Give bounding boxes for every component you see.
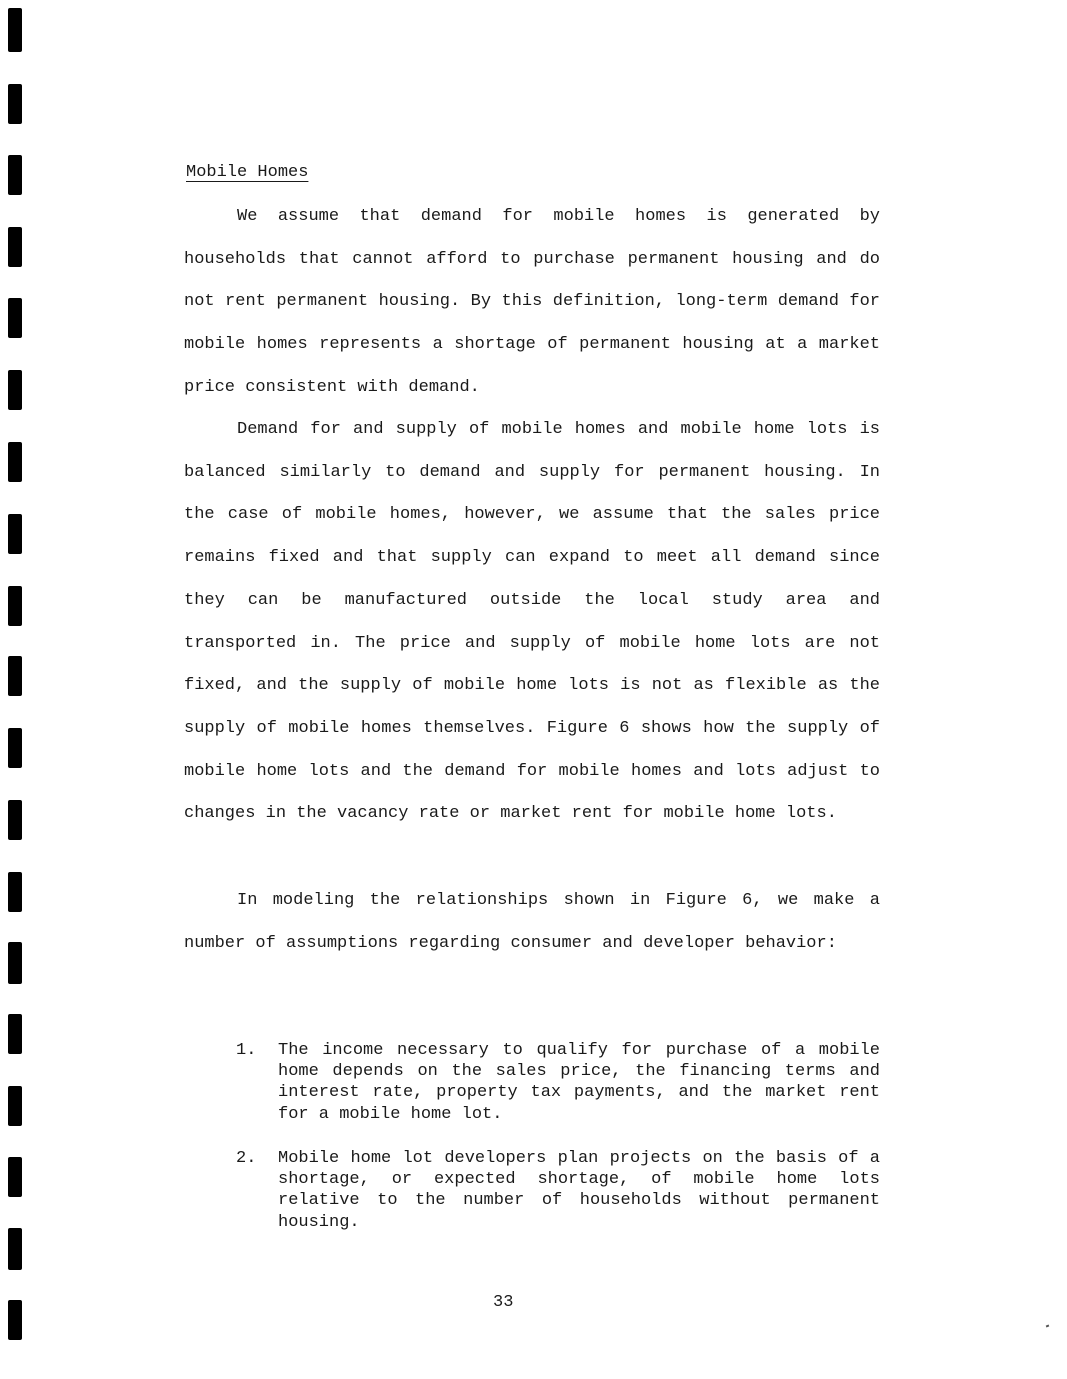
- paragraph: We assume that demand for mobile homes is generated by households that cannot afford to purchase permanent housing and do not rent permanent housing. By this definition, long-term demand for mobile homes represents a shortage of permanent housing at a market price consistent with demand.: [184, 207, 880, 397]
- scan-speck: [1046, 1325, 1050, 1328]
- binder-mark: [8, 1014, 22, 1054]
- binder-mark: [8, 586, 22, 626]
- list-item: [236, 1148, 880, 1233]
- binder-mark: [8, 942, 22, 984]
- binder-mark: [8, 298, 22, 338]
- section-heading: Mobile Homes: [186, 163, 309, 182]
- binder-mark: [8, 8, 22, 52]
- binder-mark: [8, 1228, 22, 1270]
- binder-mark: [8, 155, 22, 195]
- paragraph: Demand for and supply of mobile homes and mobile home lots is balanced similarly to demand and supply for permanent housing. In the case of mobile homes, however, we assume that the sales price remains fixed and that supply can expand to meet all demand since they can be manufactured outside the local study area and transported in. The price and supply of mobile home lots are not fixed, and the supply of mobile home lots is not as flexible as the supply of mobile homes themselves. Figure 6 shows how the supply of mobile home lots and the demand for mobile homes and lots adjust to changes in the vacancy rate or market rent for mobile home lots.: [184, 420, 880, 824]
- binder-mark: [8, 227, 22, 267]
- binder-mark: [8, 514, 22, 554]
- binder-mark: [8, 872, 22, 912]
- list-item-number: 2.: [236, 1149, 257, 1168]
- binder-mark: [8, 1300, 22, 1340]
- binder-mark: [8, 370, 22, 410]
- binder-mark: [8, 728, 22, 768]
- list-item-text: Mobile home lot developers plan projects on the basis of a shortage, or expected shortage, of mobile home lots relative to the number of households without permanent housing.: [278, 1149, 880, 1232]
- binder-mark: [8, 1086, 22, 1126]
- list-item: [236, 1040, 880, 1125]
- paragraph: In modeling the relationships shown in Figure 6, we make a number of assumptions regarding consumer and developer behavior:: [184, 891, 880, 953]
- binder-mark: [8, 84, 22, 124]
- binder-mark: [8, 442, 22, 482]
- binder-mark: [8, 800, 22, 840]
- binder-mark: [8, 1157, 22, 1197]
- list-item-text: The income necessary to qualify for purchase of a mobile home depends on the sales price, the financing terms and interest rate, property tax payments, and the market rent for a mobile home lot.: [278, 1041, 880, 1124]
- list-item-number: 1.: [236, 1041, 257, 1060]
- binder-mark: [8, 656, 22, 696]
- page-number: 33: [493, 1293, 514, 1312]
